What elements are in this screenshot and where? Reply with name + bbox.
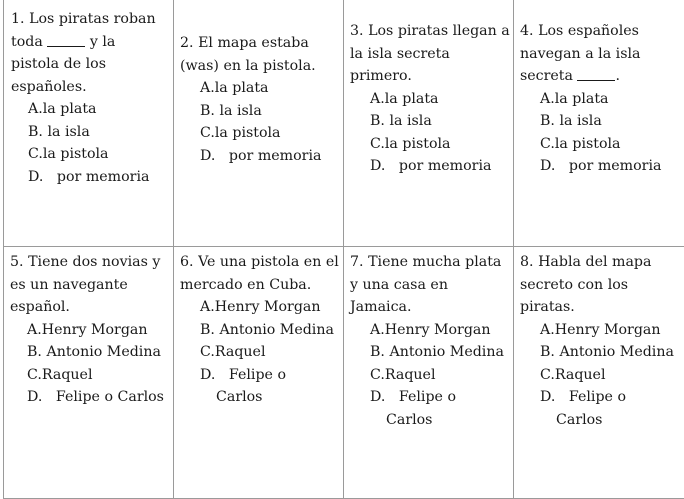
- option-text: la isla: [219, 102, 262, 119]
- question-cell-1: [4, 0, 174, 247]
- question-stem: Tiene mucha plata y una casa en Jamaica.: [350, 254, 502, 315]
- option-text: por memoria: [56, 168, 150, 185]
- question-cell-6: [174, 247, 344, 498]
- question-cell-5: [4, 247, 174, 498]
- option-letter: C.: [27, 366, 42, 383]
- answer-options: [350, 88, 510, 178]
- option-text: la plata: [384, 90, 439, 107]
- option-text: Felipe o Carlos: [556, 389, 626, 428]
- option-text: la plata: [214, 80, 269, 96]
- answer-options: [180, 77, 340, 167]
- option-letter: C.: [370, 135, 385, 152]
- option-text: Antonio Medina: [46, 344, 161, 360]
- question-text: [11, 8, 161, 98]
- question-number: 3.: [350, 23, 364, 39]
- option-text: la pistola: [384, 135, 451, 152]
- option-letter: D.: [370, 389, 386, 405]
- option-text: la isla: [389, 113, 432, 129]
- option-letter: B.: [540, 344, 555, 360]
- answer-option-b[interactable]: [200, 319, 340, 342]
- question-text: [180, 251, 340, 296]
- answer-option-a[interactable]: [370, 88, 510, 111]
- option-text: Felipe o Carlos: [386, 389, 456, 428]
- answer-option-c[interactable]: [540, 364, 680, 387]
- option-letter: A.: [540, 321, 555, 338]
- question-number: 5.: [10, 254, 24, 270]
- option-text: Henry Morgan: [41, 321, 148, 338]
- option-letter: D.: [28, 168, 44, 185]
- option-text: Felipe o Carlos: [216, 366, 286, 405]
- question: [350, 251, 510, 431]
- answer-option-d[interactable]: [540, 386, 674, 431]
- answer-option-a[interactable]: [28, 98, 161, 121]
- answer-blank: [47, 32, 85, 47]
- option-text: por memoria: [398, 158, 492, 174]
- option-text: la pistola: [42, 146, 109, 162]
- option-text: la plata: [554, 90, 609, 107]
- question-stem: Tiene dos novias y es un navegante español.: [10, 254, 161, 315]
- option-text: Henry Morgan: [554, 321, 661, 338]
- option-letter: D.: [540, 158, 556, 174]
- answer-option-d[interactable]: [200, 364, 334, 409]
- answer-option-b[interactable]: [370, 110, 510, 133]
- option-letter: A.: [370, 90, 385, 107]
- option-text: Raquel: [41, 366, 93, 383]
- question-number: 4.: [520, 23, 534, 39]
- answer-options: [11, 98, 161, 188]
- question-text: [350, 20, 510, 88]
- answer-blank: [577, 66, 615, 81]
- option-text: Antonio Medina: [219, 321, 334, 338]
- answer-option-b[interactable]: [200, 100, 340, 123]
- option-letter: A.: [370, 321, 385, 338]
- answer-option-c[interactable]: [200, 341, 340, 364]
- option-letter: C.: [28, 146, 43, 162]
- option-text: la isla: [559, 113, 602, 129]
- answer-option-d[interactable]: [28, 166, 155, 189]
- question-text: [10, 251, 170, 319]
- option-text: la pistola: [554, 135, 621, 152]
- option-text: Raquel: [214, 344, 266, 360]
- question-text: [350, 251, 510, 319]
- question-stem: Ve una pistola en el mercado en Cuba.: [180, 254, 339, 293]
- option-text: Raquel: [554, 366, 606, 383]
- option-letter: C.: [370, 366, 385, 383]
- option-text: Henry Morgan: [384, 321, 491, 338]
- question-number: 8.: [520, 254, 534, 270]
- option-letter: D.: [27, 389, 43, 405]
- answer-option-a[interactable]: [540, 88, 680, 111]
- option-text: la isla: [47, 123, 90, 140]
- answer-options: [10, 319, 170, 409]
- answer-option-b[interactable]: [540, 110, 680, 133]
- question-cell-3: [344, 0, 514, 247]
- option-letter: B.: [370, 344, 385, 360]
- question-stem: El mapa estaba (was) en la pistola.: [180, 35, 316, 74]
- answer-option-b[interactable]: [540, 341, 680, 364]
- option-letter: C.: [200, 344, 215, 360]
- option-letter: D.: [200, 147, 216, 164]
- option-letter: B.: [27, 344, 42, 360]
- answer-option-a[interactable]: [200, 77, 340, 100]
- answer-option-c[interactable]: [370, 133, 510, 156]
- answer-options: [350, 319, 510, 432]
- option-text: la pistola: [214, 125, 281, 141]
- option-letter: A.: [28, 101, 43, 117]
- option-text: Antonio Medina: [559, 344, 674, 360]
- option-letter: A.: [200, 299, 215, 315]
- answer-options: [520, 88, 680, 178]
- answer-option-d[interactable]: [370, 155, 504, 178]
- question-number: 6.: [180, 254, 194, 270]
- question-stem-end: .: [615, 68, 620, 84]
- answer-option-d[interactable]: [200, 145, 334, 168]
- answer-option-a[interactable]: [540, 319, 680, 342]
- option-text: Felipe o Carlos: [55, 389, 164, 405]
- option-text: por memoria: [568, 158, 662, 174]
- option-letter: A.: [200, 80, 215, 96]
- answer-option-a[interactable]: [200, 296, 340, 319]
- option-letter: B.: [370, 113, 385, 129]
- option-letter: A.: [540, 90, 555, 107]
- option-letter: C.: [540, 366, 555, 383]
- option-letter: D.: [370, 158, 386, 174]
- answer-option-a[interactable]: [370, 319, 510, 342]
- option-text: Raquel: [384, 366, 436, 383]
- question-number: 1.: [11, 11, 25, 27]
- answer-option-c[interactable]: [370, 364, 510, 387]
- answer-option-d[interactable]: [27, 386, 164, 409]
- option-letter: D.: [200, 366, 216, 383]
- answer-option-d[interactable]: [370, 386, 504, 431]
- answer-option-b[interactable]: [28, 121, 161, 144]
- answer-option-b[interactable]: [27, 341, 170, 364]
- question-cell-2: [174, 0, 344, 247]
- question-stem: Los piratas llegan a la isla secreta primero.: [350, 23, 510, 84]
- question-number: 7.: [350, 254, 364, 270]
- question: [520, 20, 680, 178]
- answer-option-c[interactable]: [27, 364, 170, 387]
- question: [350, 20, 510, 178]
- option-text: la plata: [42, 101, 97, 117]
- answer-options: [520, 319, 680, 432]
- option-letter: B.: [200, 102, 215, 119]
- question-stem: Los piratas roban toda: [11, 11, 156, 50]
- question-text: [180, 32, 340, 77]
- option-letter: C.: [540, 135, 555, 152]
- question: [10, 251, 170, 409]
- question-number: 2.: [180, 35, 194, 51]
- option-letter: B.: [200, 321, 215, 338]
- question-cell-7: [344, 247, 514, 498]
- option-text: Antonio Medina: [389, 344, 504, 360]
- answer-option-b[interactable]: [370, 341, 510, 364]
- question-stem: Habla del mapa secreto con los piratas.: [520, 254, 652, 315]
- option-letter: C.: [200, 125, 215, 141]
- question: [180, 251, 340, 409]
- option-text: por memoria: [228, 147, 322, 164]
- question-cell-4: [514, 0, 684, 247]
- question: [11, 8, 161, 188]
- answer-options: [180, 296, 340, 409]
- quiz-table: [3, 0, 684, 499]
- question-stem: Los españoles navegan a la isla secreta: [520, 23, 641, 84]
- option-letter: B.: [540, 113, 555, 129]
- question-stem-end: y la pistola de los españoles.: [11, 33, 116, 95]
- question-text: [520, 251, 680, 319]
- option-letter: A.: [27, 321, 42, 338]
- option-letter: B.: [28, 123, 43, 140]
- question-cell-8: [514, 247, 684, 498]
- answer-option-a[interactable]: [27, 319, 170, 342]
- option-letter: D.: [540, 389, 556, 405]
- option-text: Henry Morgan: [214, 299, 321, 315]
- answer-option-d[interactable]: [540, 155, 674, 178]
- answer-option-c[interactable]: [540, 133, 680, 156]
- question: [180, 32, 340, 167]
- answer-option-c[interactable]: [200, 122, 340, 145]
- question: [520, 251, 680, 431]
- answer-option-c[interactable]: [28, 143, 161, 166]
- question-text: [520, 20, 680, 88]
